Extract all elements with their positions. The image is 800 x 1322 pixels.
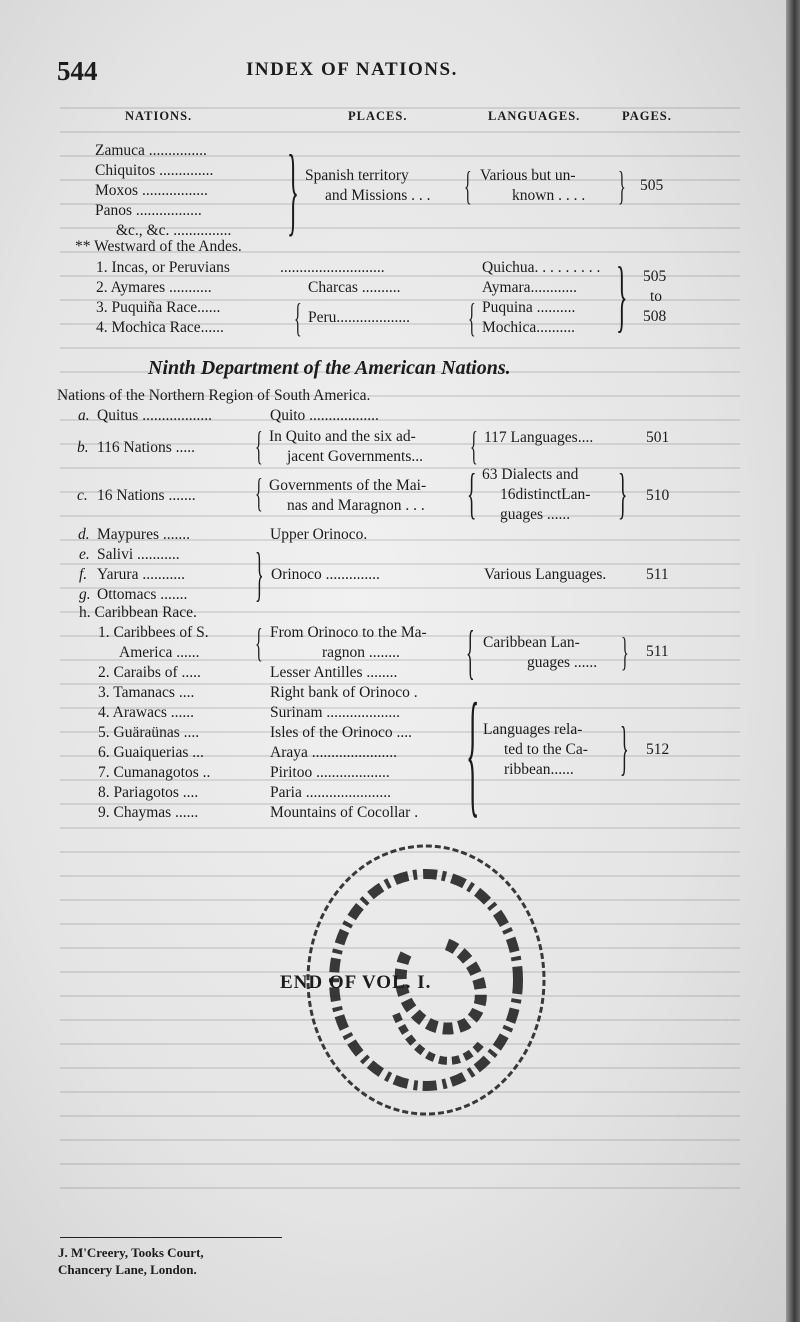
- running-head: INDEX OF NATIONS.: [246, 59, 458, 80]
- brace-right: }: [255, 541, 264, 607]
- place-entry: ...........................: [280, 259, 385, 276]
- nation-entry: 6. Guaiquerias ...: [98, 744, 204, 761]
- nation-entry: 3. Puquiña Race......: [96, 299, 221, 316]
- nation-entry: Ottomacs .......: [97, 586, 188, 603]
- place-entry: ragnon ........: [322, 644, 400, 661]
- place-entry: Lesser Antilles ........: [270, 664, 398, 681]
- row-letter: e.: [79, 546, 90, 563]
- row-letter: d.: [78, 526, 90, 543]
- column-header-nations: NATIONS.: [125, 109, 193, 123]
- section-intro: Nations of the Northern Region of South America.: [57, 387, 371, 404]
- place-entry: Piritoo ...................: [270, 764, 390, 781]
- nation-entry: Yarura ...........: [97, 566, 185, 583]
- place-entry: From Orinoco to the Ma-: [270, 624, 427, 641]
- place-entry: Surinam ...................: [270, 704, 401, 721]
- column-header-pages: PAGES.: [622, 109, 672, 123]
- place-entry: Araya ......................: [270, 744, 397, 761]
- footer-rule: [60, 1237, 282, 1238]
- nation-entry: 2. Caraibs of .....: [98, 664, 201, 681]
- nation-entry: 5. Guäraünas ....: [98, 724, 200, 741]
- language-entry: Quichua. . . . . . . . .: [482, 259, 601, 276]
- place-entry: Upper Orinoco.: [270, 526, 368, 543]
- place-entry: Quito ..................: [270, 407, 379, 424]
- nation-entry: 1. Incas, or Peruvians: [96, 259, 230, 276]
- brace-left: {: [470, 423, 478, 468]
- language-entry: Various Languages.: [484, 566, 607, 583]
- nation-entry: &c., &c. ...............: [116, 222, 232, 239]
- brace-right: }: [618, 463, 628, 525]
- subheading: ** Westward of the Andes.: [75, 238, 242, 255]
- place-entry: Spanish territory: [305, 167, 409, 184]
- language-entry: Languages rela-: [483, 721, 583, 738]
- page-ref: 510: [646, 487, 670, 504]
- page-ref: to: [650, 288, 663, 305]
- nation-entry: Zamuca ...............: [95, 142, 207, 159]
- nation-entry: 7. Cumanagotos ..: [98, 764, 211, 781]
- column-header-places: PLACES.: [348, 109, 408, 123]
- language-entry: ribbean......: [504, 761, 574, 778]
- language-entry: ted to the Ca-: [504, 741, 588, 758]
- nation-entry: 116 Nations .....: [97, 439, 196, 456]
- place-entry: jacent Governments...: [287, 448, 424, 465]
- nation-entry: 16 Nations .......: [97, 487, 196, 504]
- nation-entry: Salivi ...........: [97, 546, 180, 563]
- language-entry: guages ......: [527, 654, 598, 671]
- place-entry: Peru...................: [308, 309, 411, 326]
- language-entry: 16distinctLan-: [500, 486, 591, 503]
- brace-left: {: [255, 470, 263, 515]
- place-entry: Governments of the Mai-: [269, 477, 427, 494]
- language-entry: Aymara............: [482, 279, 577, 296]
- column-header-languages: LANGUAGES.: [488, 109, 581, 123]
- place-entry: nas and Maragnon . . .: [287, 497, 425, 514]
- brace-left: {: [255, 423, 263, 468]
- nation-entry: 4. Arawacs ......: [98, 704, 194, 721]
- brace-left: {: [466, 619, 475, 685]
- nation-entry: 3. Tamanacs ....: [98, 684, 195, 701]
- page-ref: 511: [646, 643, 669, 660]
- brace-right: }: [616, 252, 628, 340]
- brace-right: }: [618, 163, 626, 208]
- language-entry: Mochica..........: [482, 319, 575, 336]
- nation-entry: 8. Pariagotos ....: [98, 784, 199, 801]
- place-entry: and Missions . . .: [325, 187, 431, 204]
- row-letter: a.: [78, 407, 90, 424]
- printer-imprint: Chancery Lane, London.: [58, 1262, 197, 1277]
- nation-entry: Chiquitos ..............: [95, 162, 214, 179]
- page-ref: 505: [640, 177, 664, 194]
- nation-entry: Maypures .......: [97, 526, 190, 543]
- nation-entry: America ......: [119, 644, 200, 661]
- place-entry: In Quito and the six ad-: [269, 428, 416, 445]
- language-entry: known . . . .: [512, 187, 586, 204]
- brace-left: {: [294, 295, 302, 340]
- page-ref: 512: [646, 741, 670, 758]
- language-entry: 117 Languages....: [484, 429, 594, 446]
- language-entry: 63 Dialects and: [482, 466, 579, 483]
- place-entry: Paria ......................: [270, 784, 391, 801]
- row-letter: f.: [79, 566, 88, 583]
- brace-left: {: [467, 463, 477, 525]
- brace-left: {: [255, 620, 263, 665]
- page-ref: 501: [646, 429, 670, 446]
- page-ref: 508: [643, 308, 667, 325]
- place-entry: Isles of the Orinoco ....: [270, 724, 413, 741]
- row-letter: b.: [77, 439, 89, 456]
- language-entry: Puquina ..........: [482, 299, 576, 316]
- book-spine: [786, 0, 800, 1322]
- nation-entry: Moxos .................: [95, 182, 208, 199]
- page-ref: 511: [646, 566, 669, 583]
- row-letter: c.: [77, 487, 88, 504]
- end-of-volume: END OF VOL. I.: [280, 972, 432, 993]
- brace-left: {: [468, 295, 476, 340]
- language-entry: Various but un-: [480, 167, 576, 184]
- section-heading: Ninth Department of the American Nations.: [148, 357, 511, 379]
- brace-right: }: [287, 134, 299, 245]
- row-letter: g.: [79, 586, 91, 603]
- place-entry: Charcas ..........: [308, 279, 401, 296]
- place-entry: Right bank of Orinoco .: [270, 684, 418, 701]
- printer-imprint: J. M'Creery, Tooks Court,: [58, 1245, 204, 1260]
- subheading: h. Caribbean Race.: [79, 604, 197, 621]
- brace-right: }: [620, 715, 629, 781]
- place-entry: Orinoco ..............: [271, 566, 380, 583]
- page-ref: 505: [643, 268, 667, 285]
- language-entry: guages ......: [500, 506, 571, 523]
- place-entry: Mountains of Cocollar .: [270, 804, 419, 821]
- brace-left: {: [466, 675, 480, 830]
- language-entry: Caribbean Lan-: [483, 634, 580, 651]
- nation-entry: 4. Mochica Race......: [96, 319, 224, 336]
- nation-entry: 9. Chaymas ......: [98, 804, 199, 821]
- page-number: 544: [57, 56, 98, 86]
- nation-entry: Panos .................: [95, 202, 202, 219]
- nation-entry: Quitus ..................: [97, 407, 212, 424]
- nation-entry: 2. Aymares ...........: [96, 279, 212, 296]
- nation-entry: 1. Caribbees of S.: [98, 624, 209, 641]
- brace-left: {: [464, 163, 472, 208]
- brace-right: }: [621, 629, 629, 674]
